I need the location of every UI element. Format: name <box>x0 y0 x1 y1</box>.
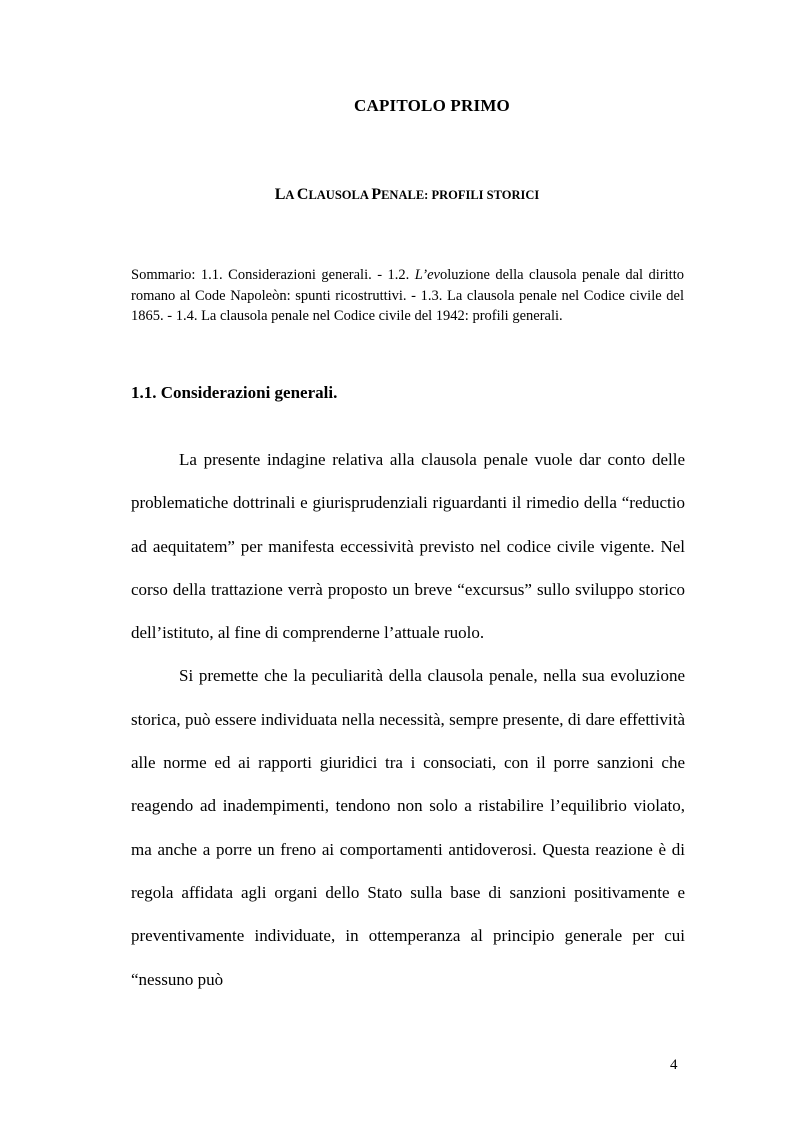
chapter-title: CAPITOLO PRIMO <box>354 96 510 115</box>
body-text <box>131 438 685 1001</box>
summary-part1: Sommario: 1.1. Considerazioni generali. - 1.2. <box>131 267 415 283</box>
section-title-initial-l: L <box>274 186 286 203</box>
section-title-enale: ENALE <box>381 188 425 202</box>
paragraph-2: Si premette che la peculiarità della clausola penale, nella sua evoluzione storica, può essere individuata nella necessità, sempre presente, di dare effettività alle norme ed ai rapporti giuridici tra i consociati, con il porre sanzioni che reagendo ad inadempimenti, tendono non solo a ristabilire l’equilibrio violato, ma anche a porre un freno ai comportamenti antidoverosi. Questa reazione è di regola affidata agli organi dello Stato sulla base di sanzioni positivamente e preventivamente individuate, in ottemperanza al principio generale per cui “nessuno può <box>131 666 685 989</box>
section-title <box>0 186 794 204</box>
section-title-rest: : PROFILI STORICI <box>424 188 540 202</box>
section-title-a: A <box>285 188 297 202</box>
summary-part2: oluzione della clausola penale dal diritto romano al Code Napoleòn: spunti ricostruttivi. - 1.3. La clausola penale nel Codice civile del 1865. - 1.4. La clausola penale nel Codice civile del 1942: profili generali. <box>131 267 684 324</box>
section-title-initial-p: P <box>371 186 382 203</box>
summary-italic: L’ev <box>414 267 440 283</box>
paragraph-1: La presente indagine relativa alla clausola penale vuole dar conto delle problematiche dottrinali e giurisprudenziali riguardanti il rimedio della “reductio ad aequitatem” per manifesta eccessività previsto nel codice civile vigente. Nel corso della trattazione verrà proposto un breve “excursus” sullo sviluppo storico dell’istituto, al fine di comprenderne l’attuale ruolo. <box>131 450 685 643</box>
chapter-summary <box>131 265 684 327</box>
page-number: 4 <box>670 1057 678 1073</box>
section-title-initial-c: C <box>296 186 309 203</box>
section-heading: 1.1. Considerazioni generali. <box>131 383 338 402</box>
section-title-lausola: LAUSOLA <box>308 188 372 202</box>
